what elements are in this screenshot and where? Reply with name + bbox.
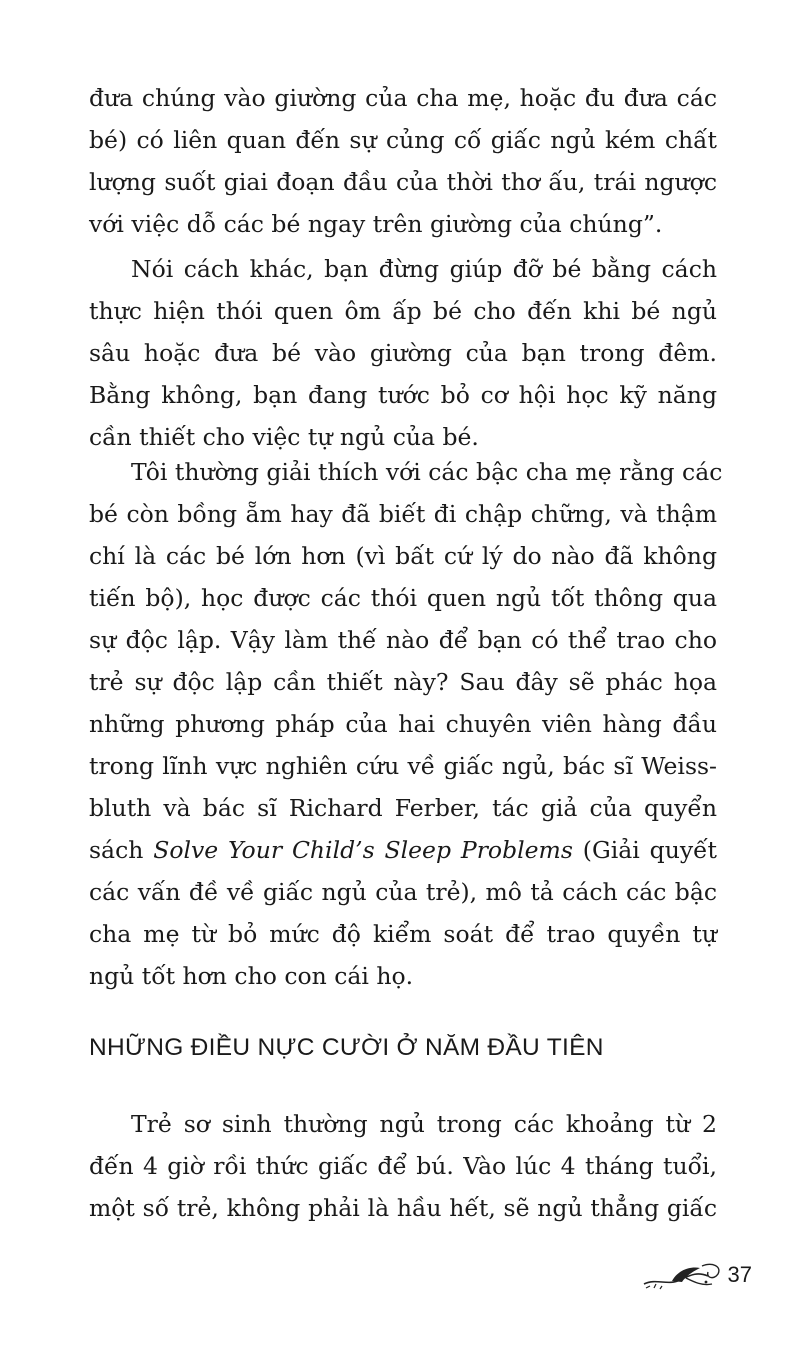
text-line: các vấn đề về giấc ngủ của trẻ), mô tả cách các bậc — [89, 878, 717, 906]
paragraph-independence — [89, 451, 723, 997]
text-line: sự độc lập. Vậy làm thế nào để bạn có thể trao cho — [89, 626, 717, 654]
text-line: cha mẹ từ bỏ mức độ kiểm soát để trao quyền tự — [89, 920, 717, 948]
paragraph-in-other-words — [89, 248, 717, 458]
text-line: một số trẻ, không phải là hầu hết, sẽ ngủ thẳng giấc — [89, 1194, 717, 1222]
text-line: Trẻ sơ sinh thường ngủ trong các khoảng từ 2 — [131, 1110, 717, 1138]
text-line: Bằng không, bạn đang tước bỏ cơ hội học kỹ năng — [89, 381, 717, 409]
text-line: ngủ tốt hơn cho con cái họ. — [89, 962, 414, 990]
text-line: thực hiện thói quen ôm ấp bé cho đến khi bé ngủ — [89, 297, 717, 325]
text-line: đến 4 giờ rồi thức giấc để bú. Vào lúc 4 tháng tuổi, — [89, 1152, 717, 1180]
text-line: Nói cách khác, bạn đừng giúp đỡ bé bằng cách — [131, 255, 717, 283]
text-line-with-book-title — [89, 829, 717, 871]
text-line: trong lĩnh vực nghiên cứu về giấc ngủ, bác sĩ Weiss- — [89, 752, 717, 780]
text-line: Tôi thường giải thích với các bậc cha mẹ rằng các — [131, 458, 723, 486]
text-line: chí là các bé lớn hơn (vì bất cứ lý do nào đã không — [89, 542, 717, 570]
text-fragment: (Giải quyết — [572, 836, 718, 864]
paragraph-continuation — [89, 77, 717, 245]
text-line: bé) có liên quan đến sự củng cố giấc ngủ kém chất — [89, 126, 717, 154]
text-line: cần thiết cho việc tự ngủ của bé. — [89, 423, 479, 451]
flourish-bird-icon — [642, 1260, 726, 1290]
text-line: với việc dỗ các bé ngay trên giường của chúng”. — [89, 210, 663, 238]
text-fragment: sách — [89, 836, 154, 864]
text-line: những phương pháp của hai chuyên viên hàng đầu — [89, 710, 717, 738]
book-title: Solve Your Child’s Sleep Problems — [153, 836, 573, 864]
text-line: lượng suốt giai đoạn đầu của thời thơ ấu, trái ngược — [89, 168, 717, 196]
section-heading: NHỮNG ĐIỀU NỰC CƯỜI Ở NĂM ĐẦU TIÊN — [89, 1034, 604, 1061]
page-footer — [642, 1260, 752, 1290]
text-line: đưa chúng vào giường của cha mẹ, hoặc đu đưa các — [89, 84, 717, 112]
text-line: trẻ sự độc lập cần thiết này? Sau đây sẽ phác họa — [89, 668, 717, 696]
text-line: bluth và bác sĩ Richard Ferber, tác giả của quyển — [89, 794, 717, 822]
paragraph-newborn-sleep — [89, 1103, 717, 1229]
page-number: 37 — [727, 1262, 752, 1287]
text-line: bé còn bồng ẵm hay đã biết đi chập chững, và thậm — [89, 500, 717, 528]
text-line: sâu hoặc đưa bé vào giường của bạn trong đêm. — [89, 339, 717, 367]
text-line: tiến bộ), học được các thói quen ngủ tốt thông qua — [89, 584, 717, 612]
